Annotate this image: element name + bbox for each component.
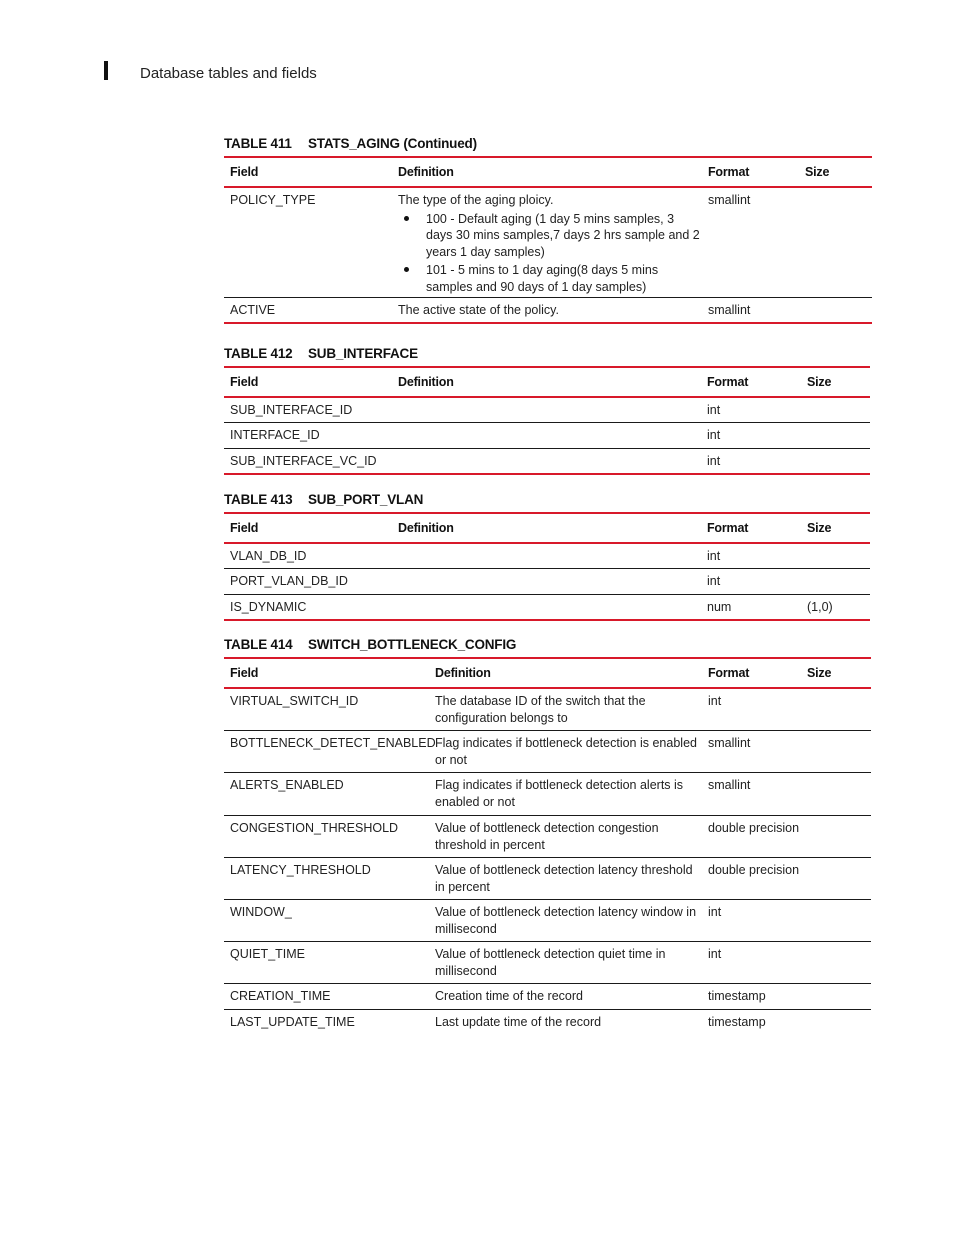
cell-size <box>801 862 871 899</box>
cell-definition <box>392 192 702 297</box>
table-caption <box>224 346 870 362</box>
cell-format: timestamp <box>708 1015 766 1029</box>
table-caption <box>224 492 870 508</box>
table-bottom-rule <box>224 473 870 475</box>
cell-format: smallint <box>708 778 751 792</box>
cell-size <box>801 402 870 422</box>
cell-format: int <box>708 694 722 708</box>
table-title: SUB_PORT_VLAN <box>308 492 424 507</box>
cell-field: CREATION_TIME <box>230 989 331 1003</box>
page-header-bar <box>104 61 108 80</box>
cell-size <box>801 573 870 594</box>
table-header-row <box>224 158 872 186</box>
table-row <box>224 816 871 858</box>
cell-format: num <box>707 600 732 614</box>
table-row <box>224 900 871 942</box>
cell-format: smallint <box>708 193 751 207</box>
column-header-size: Size <box>807 666 832 680</box>
cell-definition: The active state of the policy. <box>398 303 559 317</box>
cell-definition: Flag indicates if bottleneck detection is enabled or not <box>435 736 697 767</box>
cell-size <box>799 192 872 297</box>
cell-format: int <box>708 905 722 919</box>
column-header-definition: Definition <box>398 165 454 179</box>
cell-field: LATENCY_THRESHOLD <box>230 863 371 877</box>
cell-size <box>799 302 872 322</box>
cell-field: VLAN_DB_ID <box>230 549 307 563</box>
cell-format: int <box>707 403 721 417</box>
cell-definition <box>392 548 701 568</box>
definition-bullet-list <box>398 211 702 296</box>
column-header-format: Format <box>708 666 750 680</box>
cell-definition: Creation time of the record <box>435 989 583 1003</box>
cell-format: double precision <box>708 863 800 877</box>
table-row <box>224 569 870 595</box>
table-row <box>224 773 871 816</box>
cell-format: int <box>708 947 722 961</box>
table-number: TABLE 414 <box>224 637 293 652</box>
cell-field: SUB_INTERFACE_VC_ID <box>230 454 377 468</box>
table-row <box>224 398 870 423</box>
table-bottom-rule <box>224 322 872 324</box>
table-header-row <box>224 368 870 396</box>
table-row <box>224 449 870 473</box>
column-header-size: Size <box>807 375 832 389</box>
table-caption <box>224 637 871 653</box>
cell-field: WINDOW_ <box>230 905 292 919</box>
table-title: SUB_INTERFACE <box>308 346 418 361</box>
cell-size <box>801 427 870 448</box>
cell-size <box>801 548 870 568</box>
cell-size <box>801 820 871 857</box>
table-row <box>224 188 872 298</box>
cell-definition <box>392 453 701 473</box>
cell-definition: Value of bottleneck detection latency threshold in percent <box>435 863 693 894</box>
table-413 <box>224 492 870 621</box>
table-bottom-rule <box>224 619 870 621</box>
cell-field: PORT_VLAN_DB_ID <box>230 574 348 588</box>
cell-definition <box>392 427 701 448</box>
cell-definition: Last update time of the record <box>435 1015 602 1029</box>
cell-field: BOTTLENECK_DETECT_ENABLED <box>230 736 436 750</box>
table-row <box>224 1010 871 1036</box>
column-header-size: Size <box>805 165 830 179</box>
table-header-row <box>224 514 870 542</box>
bullet-item: 101 - 5 mins to 1 day aging(8 days 5 mins samples and 90 days of 1 day samples) <box>398 262 702 295</box>
cell-definition <box>392 573 701 594</box>
cell-size <box>801 453 870 473</box>
cell-format: int <box>707 574 721 588</box>
table-row <box>224 423 870 449</box>
cell-format: smallint <box>708 736 751 750</box>
cell-field: LAST_UPDATE_TIME <box>230 1015 355 1029</box>
cell-definition: Value of bottleneck detection congestion threshold in percent <box>435 821 659 852</box>
cell-definition: The database ID of the switch that the configuration belongs to <box>435 694 646 725</box>
cell-format: smallint <box>708 303 751 317</box>
cell-field: ACTIVE <box>230 303 276 317</box>
column-header-format: Format <box>707 375 749 389</box>
column-header-format: Format <box>708 165 750 179</box>
cell-size <box>801 904 871 941</box>
column-header-definition: Definition <box>398 375 454 389</box>
column-header-size: Size <box>807 521 832 535</box>
column-header-field: Field <box>230 375 259 389</box>
cell-field: INTERFACE_ID <box>230 428 320 442</box>
cell-size <box>801 988 871 1009</box>
definition-text: The type of the aging ploicy. <box>398 193 554 207</box>
cell-size: (1,0) <box>807 600 833 614</box>
table-414 <box>224 637 871 1036</box>
cell-field: QUIET_TIME <box>230 947 306 961</box>
cell-format: double precision <box>708 821 800 835</box>
column-header-field: Field <box>230 666 259 680</box>
cell-field: IS_DYNAMIC <box>230 600 307 614</box>
cell-definition <box>392 402 701 422</box>
cell-definition <box>392 599 701 619</box>
bullet-item: 100 - Default aging (1 day 5 mins samples, 3 days 30 mins samples,7 days 2 hrs sample and 2 years 1 day samples) <box>398 211 702 261</box>
cell-size <box>801 946 871 983</box>
table-412 <box>224 346 870 475</box>
cell-size <box>801 777 871 815</box>
table-number: TABLE 413 <box>224 492 293 507</box>
page-header: Database tables and fields <box>140 65 317 82</box>
column-header-format: Format <box>707 521 749 535</box>
cell-format: int <box>707 428 721 442</box>
cell-size <box>801 693 871 730</box>
table-row <box>224 984 871 1010</box>
table-number: TABLE 412 <box>224 346 293 361</box>
cell-field: SUB_INTERFACE_ID <box>230 403 353 417</box>
table-header-row <box>224 659 871 687</box>
table-row <box>224 595 870 619</box>
cell-field: ALERTS_ENABLED <box>230 778 344 792</box>
table-row <box>224 689 871 731</box>
cell-format: int <box>707 454 721 468</box>
table-411 <box>224 136 872 324</box>
column-header-field: Field <box>230 165 259 179</box>
cell-field: CONGESTION_THRESHOLD <box>230 821 399 835</box>
cell-definition: Value of bottleneck detection quiet time in millisecond <box>435 947 666 978</box>
cell-size <box>801 735 871 772</box>
table-row <box>224 731 871 773</box>
table-row <box>224 298 872 322</box>
table-row <box>224 544 870 569</box>
column-header-field: Field <box>230 521 259 535</box>
table-row <box>224 942 871 984</box>
table-title: SWITCH_BOTTLENECK_CONFIG <box>308 637 517 652</box>
cell-size <box>801 1014 871 1036</box>
table-caption <box>224 136 872 152</box>
cell-format: int <box>707 549 721 563</box>
cell-definition: Flag indicates if bottleneck detection alerts is enabled or not <box>435 778 684 809</box>
table-row <box>224 858 871 900</box>
table-title: STATS_AGING (Continued) <box>308 136 477 151</box>
column-header-definition: Definition <box>435 666 491 680</box>
column-header-definition: Definition <box>398 521 454 535</box>
cell-field: VIRTUAL_SWITCH_ID <box>230 694 359 708</box>
cell-definition: Value of bottleneck detection latency window in millisecond <box>435 905 697 936</box>
cell-field: POLICY_TYPE <box>230 193 316 207</box>
cell-format: timestamp <box>708 989 766 1003</box>
table-number: TABLE 411 <box>224 136 292 151</box>
